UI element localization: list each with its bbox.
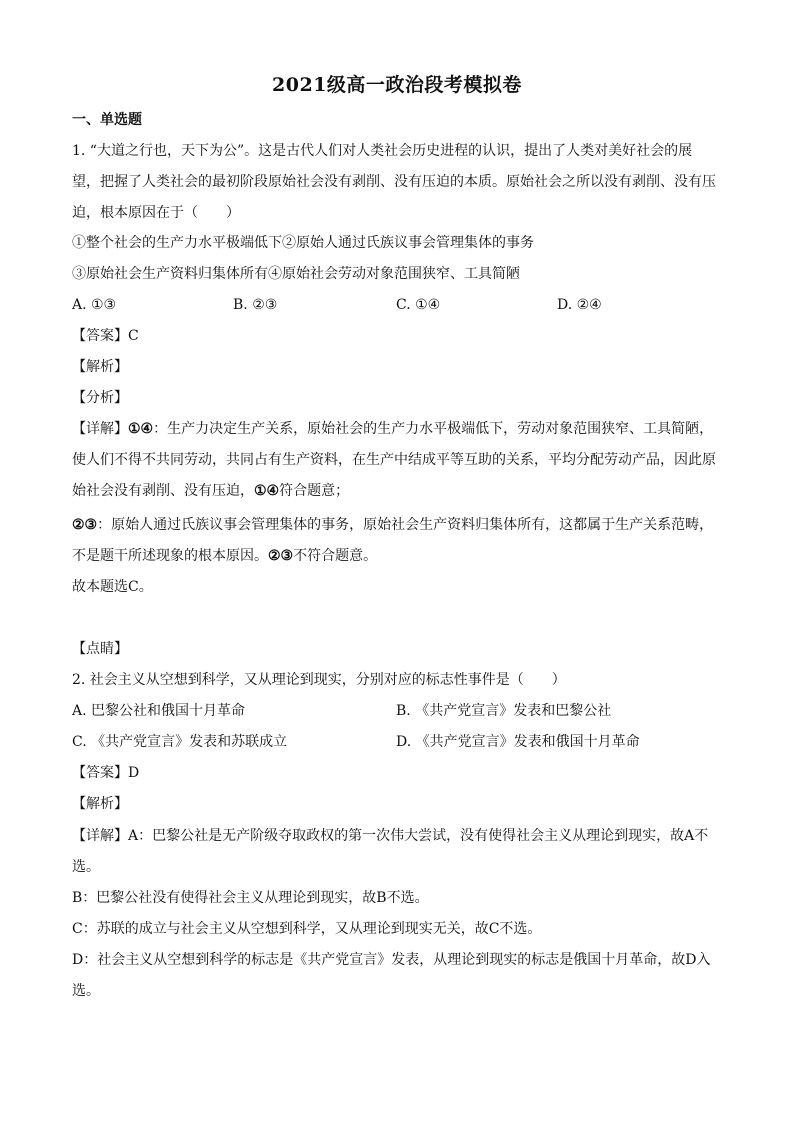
q1-detail-line-3 <box>72 481 349 501</box>
q2-analysis-label: 【解析】 <box>72 796 128 812</box>
q1-analysis-label: 【解析】 <box>72 359 128 375</box>
q2-answer <box>72 763 139 783</box>
section-heading: 一、单选题 <box>72 112 142 128</box>
q1-detail-line-2: 使人们不得不共同劳动，共同占有生产资料，在生产中结成平等互助的关系，平均分配劳动产品，因此原 <box>72 452 716 468</box>
q2-stem: 2. 社会主义从空想到科学，又从理论到现实，分别对应的标志性事件是（ ） <box>72 672 566 688</box>
q1-stem-line-2: 望，把握了人类社会的最初阶段原始社会没有剥削、没有压迫的本质。原始社会之所以没有剥削、没有压 <box>72 174 716 190</box>
q2-option-d: D. 《共产党宣言》发表和俄国十月革命 <box>396 734 640 750</box>
q1-detail-line-5 <box>72 546 377 566</box>
answer-value: D <box>128 765 140 781</box>
answer-label: 【答案】 <box>72 328 128 344</box>
q2-detail-line-1 <box>72 826 708 846</box>
q1-fenxi-label: 【分析】 <box>72 390 128 406</box>
q1-dianjing-label: 【点睛】 <box>72 641 128 657</box>
detail-text: A：巴黎公社是无产阶级夺取政权的第一次伟大尝试，没有使得社会主义从理论到现实，故A不 <box>128 828 709 844</box>
q2-detail-line-2: 选。 <box>72 859 100 875</box>
q1-option-c: C. ①④ <box>396 297 441 313</box>
q1-statement-line-1: ①整个社会的生产力水平极端低下②原始人通过氏族议事会管理集体的事务 <box>72 235 534 251</box>
detail-text: ：原始人通过氏族议事会管理集体的事务，原始社会生产资料归集体所有，这都属于生产关系范畴， <box>97 517 714 533</box>
q2-detail-line-3: B：巴黎公社没有使得社会主义从理论到现实，故B不选。 <box>72 890 429 906</box>
q1-statement-line-2: ③原始社会生产资料归集体所有④原始社会劳动对象范围狭窄、工具简陋 <box>72 266 520 282</box>
detail-label: 【详解】 <box>72 828 128 844</box>
q1-option-d: D. ②④ <box>557 297 602 313</box>
q2-option-c: C. 《共产党宣言》发表和苏联成立 <box>72 734 288 750</box>
q2-detail-line-6: 选。 <box>72 983 100 999</box>
q1-detail-line-4 <box>72 515 713 535</box>
detail-text: 不符合题意。 <box>293 548 378 564</box>
q2-option-b: B. 《共产党宣言》发表和巴黎公社 <box>396 703 612 719</box>
q1-detail-line-1 <box>72 419 713 439</box>
answer-label: 【答案】 <box>72 765 128 781</box>
q2-option-a: A. 巴黎公社和俄国十月革命 <box>72 703 246 719</box>
q1-conclusion: 故本题选C。 <box>72 579 153 595</box>
detail-text: 不是题干所述现象的根本原因。 <box>72 548 268 564</box>
q1-option-b: B. ②③ <box>233 297 278 313</box>
q1-stem-line-1: 1. “大道之行也，天下为公”。这是古代人们对人类社会历史进程的认识，提出了人类对美好社会的展 <box>72 143 693 159</box>
detail-label: 【详解】 <box>72 421 128 437</box>
detail-numbers: ①④ <box>128 421 154 437</box>
detail-text: 始社会没有剥削、没有压迫， <box>72 483 254 499</box>
detail-numbers: ①④ <box>254 483 280 499</box>
q2-detail-line-4: C：苏联的成立与社会主义从空想到科学，又从理论到现实无关，故C不选。 <box>72 921 542 937</box>
detail-numbers: ②③ <box>72 517 98 533</box>
q1-stem-line-3: 迫，根本原因在于（ ） <box>72 205 240 221</box>
detail-text: ：生产力决定生产关系，原始社会的生产力水平极端低下，劳动对象范围狭窄、工具简陋， <box>153 421 714 437</box>
q1-answer <box>72 326 139 346</box>
detail-text: 符合题意； <box>279 483 350 499</box>
detail-numbers: ②③ <box>268 548 294 564</box>
q1-option-a: A. ①③ <box>72 297 117 313</box>
page-title: 2021级高一政治段考模拟卷 <box>272 74 522 96</box>
q2-detail-line-5: D：社会主义从空想到科学的标志是《共产党宣言》发表，从理论到现实的标志是俄国十月革命，故D入 <box>72 952 711 968</box>
answer-value: C <box>128 328 139 344</box>
